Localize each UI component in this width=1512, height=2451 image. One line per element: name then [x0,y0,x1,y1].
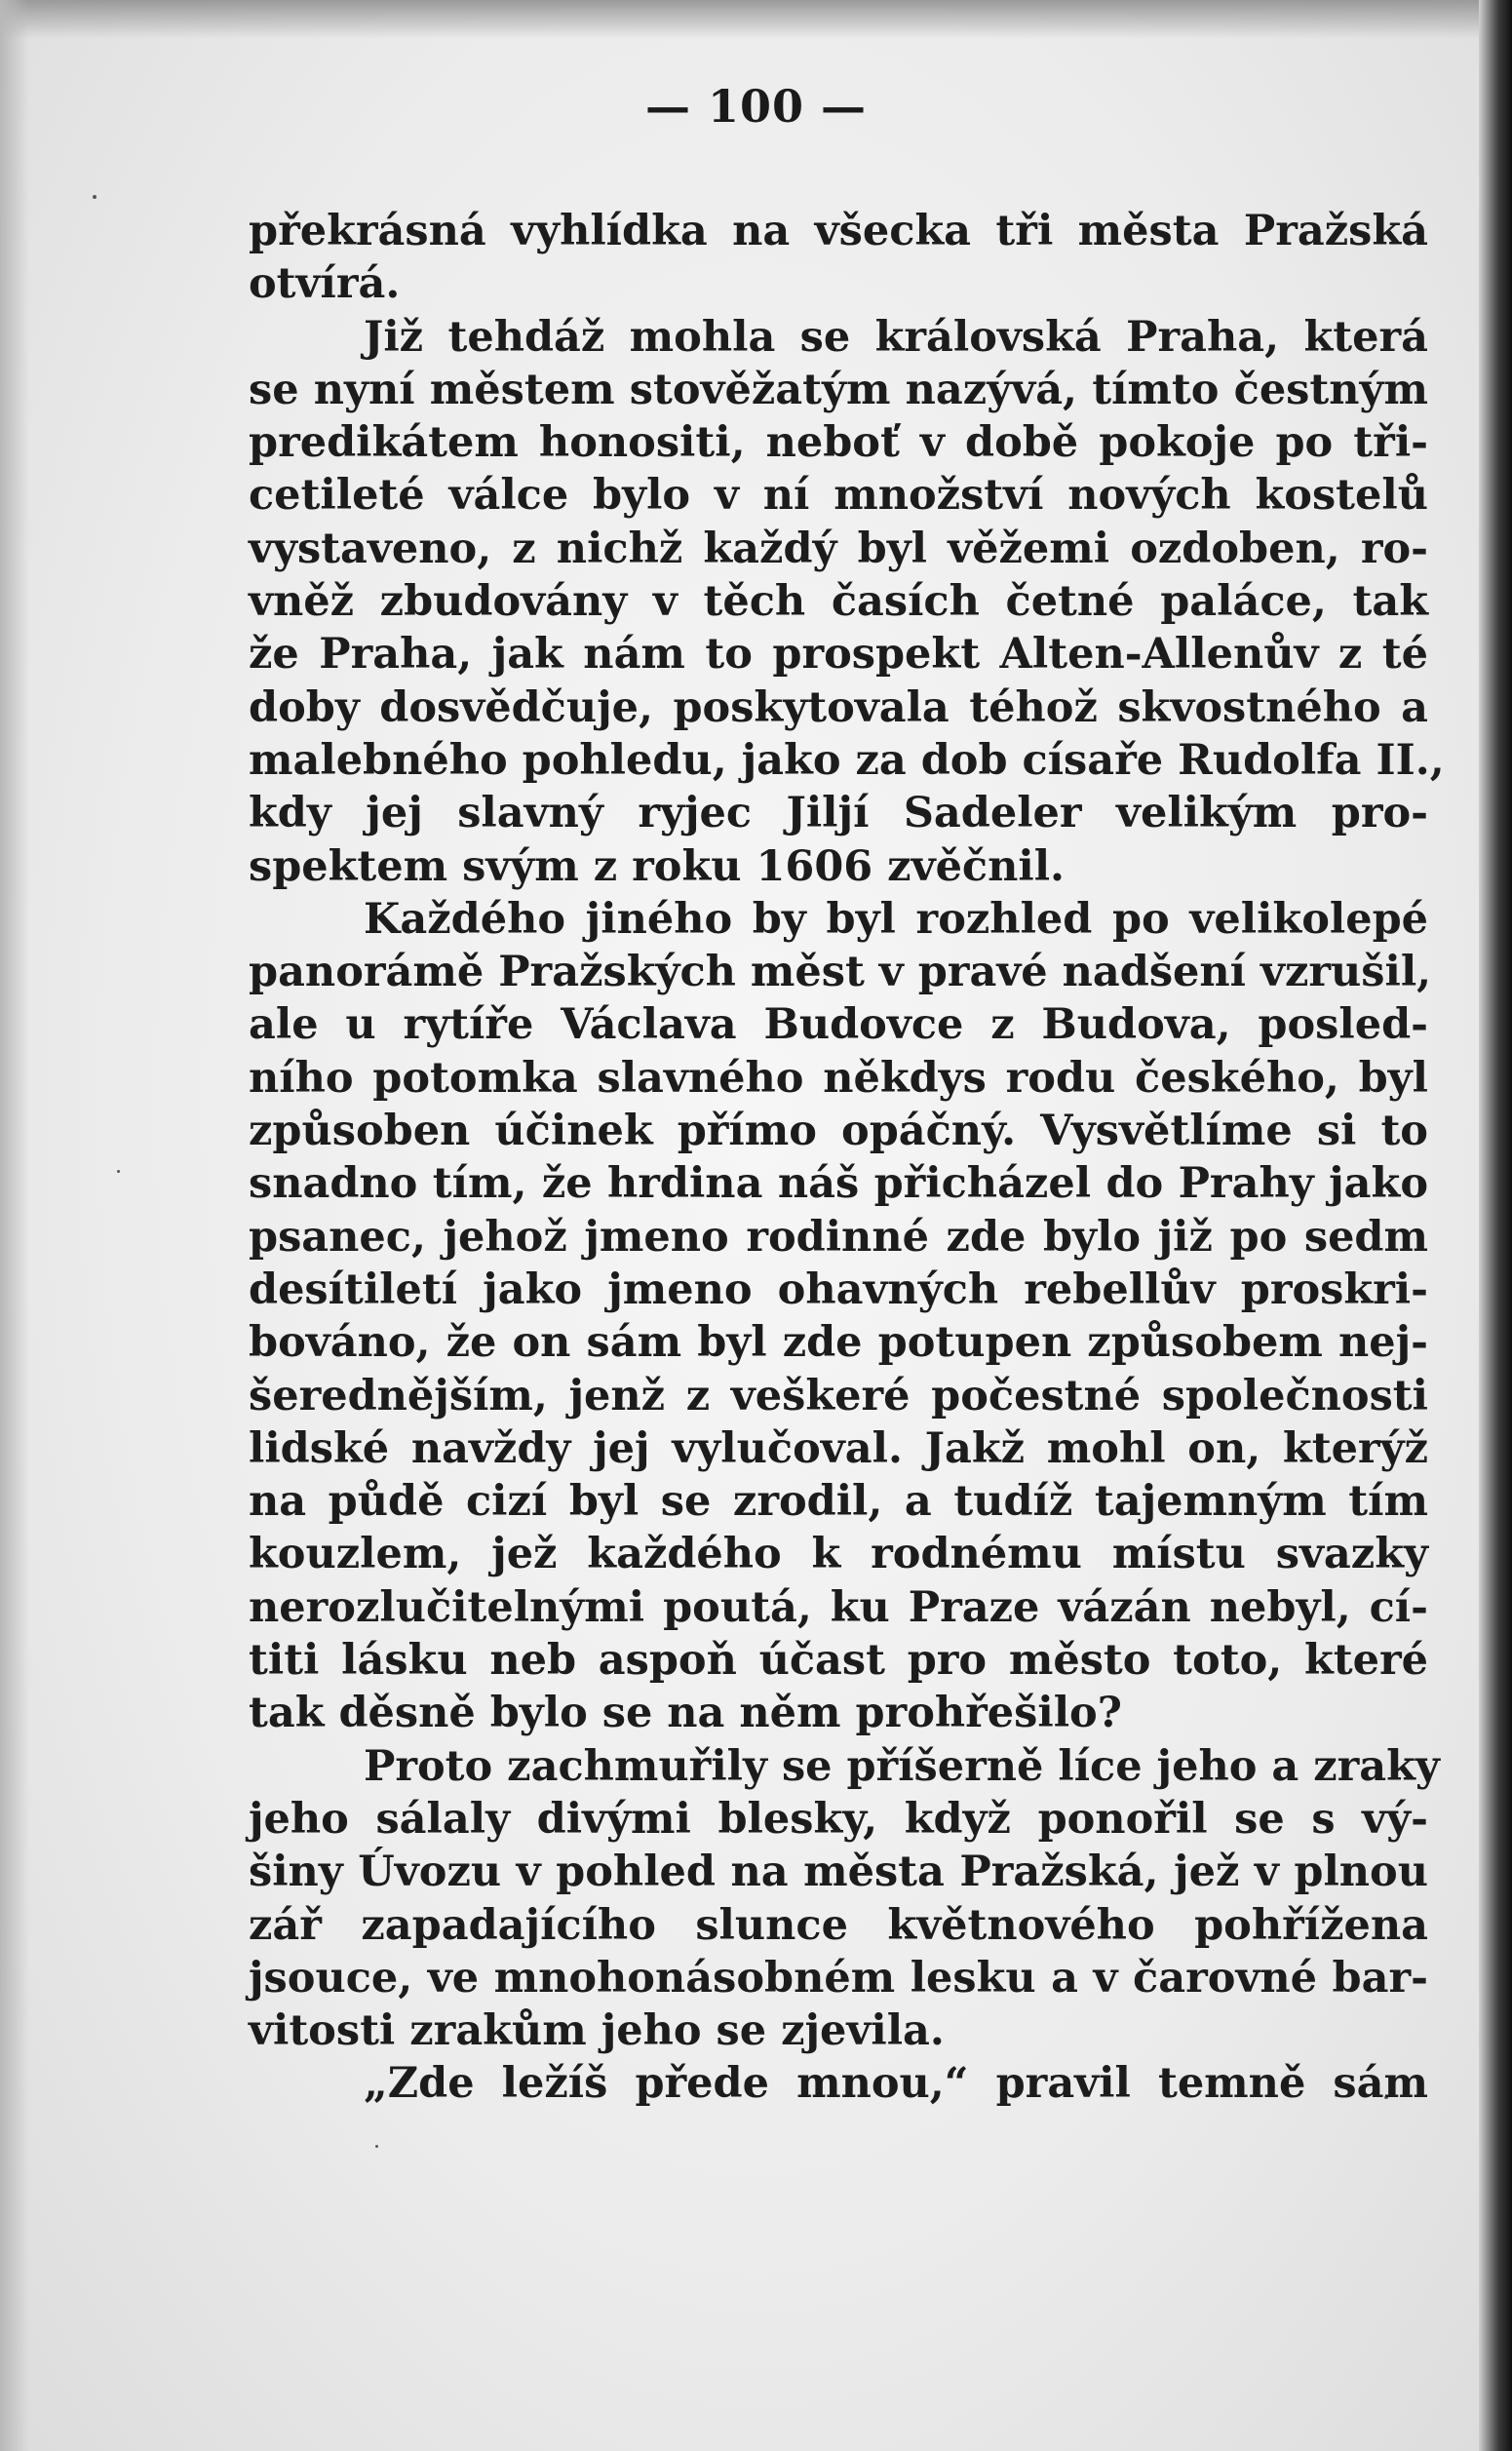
text-line: bováno, že on sám byl zde potupen způsobem nej- [249,1318,1428,1368]
text-line: šiny Úvozu v pohled na města Pražská, jež v plnou [249,1848,1428,1897]
speck [93,195,97,199]
text-line: Každého jiného by byl rozhled po velikolepé [364,894,1428,944]
text-line: na půdě cizí byl se zrodil, a tudíž tajemným tím [249,1477,1428,1527]
text-line: snadno tím, že hrdina náš přicházel do Prahy jako [249,1159,1428,1209]
text-line: vněž zbudovány v těch časích četné paláce, tak [249,577,1428,627]
text-line: panorámě Pražských měst v pravé nadšení vzrušil, [249,948,1432,997]
text-line: spektem svým z roku 1606 zvěčnil. [249,841,1066,891]
text-line: nerozlučitelnými poutá, ku Praze vázán nebyl, cí- [249,1582,1428,1632]
text-line: psanec, jehož jmeno rodinné zde bylo již po sedm [249,1212,1428,1262]
text-line: otvírá. [249,259,401,309]
text-line: jsouce, ve mnohonásobném lesku a v čarovné bar- [249,1953,1428,2003]
text-line: desítiletí jako jmeno ohavných rebellův proskri- [249,1264,1428,1314]
text-line: vitosti zrakům jeho se zjevila. [249,2006,945,2056]
text-line: „Zde ležíš přede mnou,“ pravil temně sám [364,2059,1428,2109]
text-line: vystaveno, z nichž každý byl věžemi ozdoben, ro- [249,524,1428,573]
page-number: — 100 — [644,80,868,133]
text-line: tak děsně bylo se na něm prohřešilo? [249,1689,1122,1738]
text-line: že Praha, jak nám to prospekt Alten-Allenův z té [249,630,1428,680]
speck [117,1170,120,1173]
text-line: šeredněјším, jenž z veškeré počestné společnosti [249,1371,1428,1420]
text-line: Proto zachmuřily se příšerně líce jeho a zraky [364,1741,1440,1791]
text-line: ale u rytíře Václava Budovce z Budova, posled- [249,1000,1428,1050]
text-line: se nyní městem stověžatým nazývá, tímto čestným [249,365,1428,414]
page-binding-edge [1479,0,1512,2451]
text-line: kouzlem, jež každého k rodnému místu svazky [249,1530,1428,1579]
text-line: doby dosvědčuje, poskytovala téhož skvostného a [249,682,1428,732]
body-text [249,205,1445,2111]
text-line: kdy jej slavný ryjec Jiljí Sadeler velikým pro- [249,789,1428,838]
text-line: malebného pohledu, jako za dob císaře Rudolfa II., [249,735,1445,785]
text-line: způsoben účinek přímo opáčný. Vysvětlíme si to [249,1107,1428,1156]
text-line: Již tehdáž mohla se královská Praha, která [364,312,1428,362]
page-top-shadow [0,0,1512,39]
text-line: překrásná vyhlídka na všecka tři města Pražská [249,207,1428,255]
page-left-shadow [0,0,29,2451]
text-line: predikátem honositi, neboť v době pokoje po tři- [249,418,1428,468]
text-line: titi lásku neb aspoň účast pro město toto, které [249,1636,1428,1686]
text-line: lidské navždy jej vylučoval. Jakž mohl on, kterýž [249,1423,1428,1473]
text-line: jeho sálaly divými blesky, když ponořil se s vý- [249,1794,1428,1844]
text-line: ního potomka slavného někdys rodu českého, byl [249,1053,1428,1103]
speck [375,2145,378,2148]
text-line: cetileté válce bylo v ní množství nových kostelů [249,471,1428,521]
text-line: zář zapadajícího slunce květnového pohřížena [249,1900,1428,1950]
